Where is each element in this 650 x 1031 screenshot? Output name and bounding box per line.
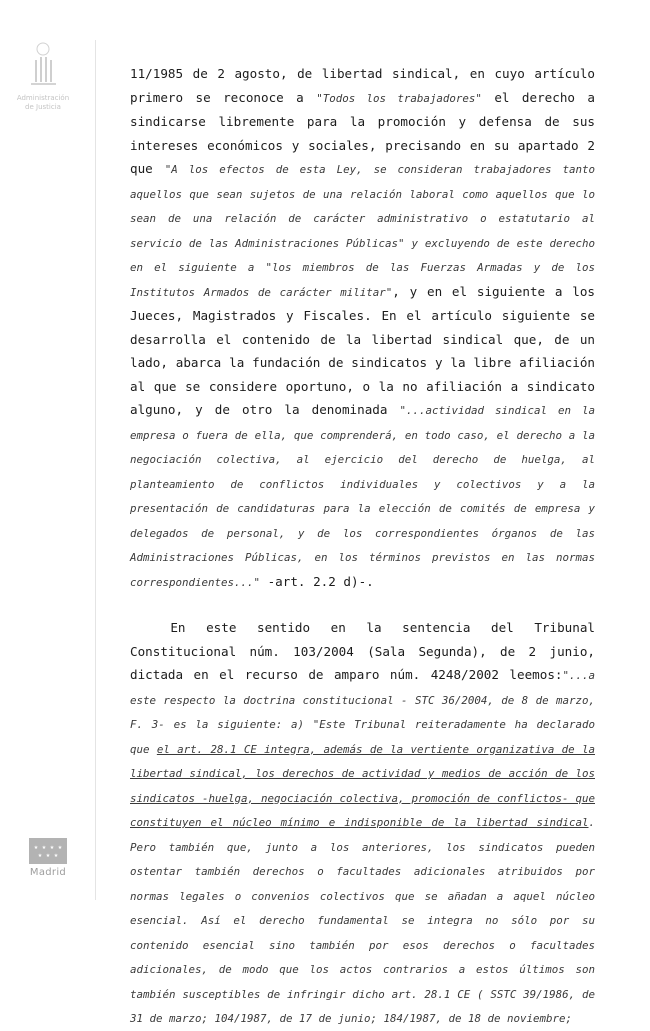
quote-run: "A los efectos de esta Ley, se consideran trabajadores tanto aquellos que sean sujetos de una relación laboral como aquellos que lo sean de una relación de carácter administrativo o estatutario al servicio de las Administraciones Públicas" y excluyendo de este derecho en el siguiente a "los miembros de las Fuerzas Armadas y de los Institutos Armados de carácter militar" [130, 163, 595, 299]
text-run: -art. 2.2 d)-. [260, 573, 374, 589]
margin-rule [95, 40, 96, 900]
paragraph-2 [130, 616, 595, 1031]
region-label: Madrid [29, 867, 67, 878]
underlined-quote-run: el art. 28.1 CE integra, además de la vertiente organizativa de la libertad sindical, los derechos de actividad y medios de acción de los sindicatos -huelga, negociación colectiva, promoción de conflictos- que constituyen el núcleo mínimo e indisponible de la libertad sindical [130, 742, 595, 829]
quote-run: . Pero también que, junto a los anteriores, los sindicatos pueden ostentar también derechos o facultades adicionales atribuidos por normas legales o convenios colectivos que se añadan a aquel núcleo esencial. Así el derecho fundamental se integra no sólo por su contenido esencial sino también por esos derechos o facultades adicionales, de modo que los actos contrarios a estos últimos son también susceptibles de infringir dicho art. 28.1 CE ( SSTC 39/1986, de 31 de marzo; 104/1987, de 17 de junio; 184/1987, de 18 de noviembre; [130, 816, 595, 1025]
quote-run: "...actividad sindical en la empresa o fuera de ella, que comprenderá, en todo caso, el derecho a la negociación colectiva, al ejercicio del derecho de huelga, al planteamiento de conflictos individuales y colectivos y a la presentación de candidaturas para la elección de comités de empresa y delegados de personal, y de los correspondientes órganos de las Administraciones Públicas, en los términos previstos en las normas correspondientes..." [130, 404, 595, 589]
quote-run: "Todos los trabajadores" [316, 91, 482, 105]
text-run: , y en el siguiente a los Jueces, Magistrados y Fiscales. En el artículo siguiente se desarrolla el contenido de la libertad sindical que, de un lado, abarca la fundación de sindicatos y la libre afiliación al que se considere oportuno, o la no afiliación a sindicato alguno, y de otro la denominada [130, 283, 595, 417]
text-run: En este sentido en la sentencia del Tribunal Constitucional núm. 103/2004 (Sala Segunda), de 2 junio, dictada en el recurso de amparo núm. 4248/2002 leemos: [130, 620, 595, 682]
madrid-emblem [26, 838, 70, 878]
quote-run: "...a este respecto la doctrina constitucional - STC 36/2004, de 8 de marzo, F. 3- es la siguiente: a) "Este Tribunal reiteradamente ha declarado que [130, 669, 595, 756]
paragraph-1 [130, 62, 595, 594]
text-run: el derecho a sindicarse libremente para la promoción y defensa de sus intereses económicos y sociales, precisando en su apartado 2 que [130, 89, 595, 176]
text-run: 11/1985 de 2 agosto, de libertad sindical, en cuyo artículo primero se reconoce a [130, 66, 595, 105]
madrid-stars-icon: ★ ★ ★ ★ ★ ★ ★ [29, 838, 67, 864]
court-logo-text: Administración de Justicia [16, 94, 70, 111]
court-logo-icon [23, 40, 63, 90]
document-body [130, 62, 595, 1031]
court-logo [12, 40, 74, 135]
